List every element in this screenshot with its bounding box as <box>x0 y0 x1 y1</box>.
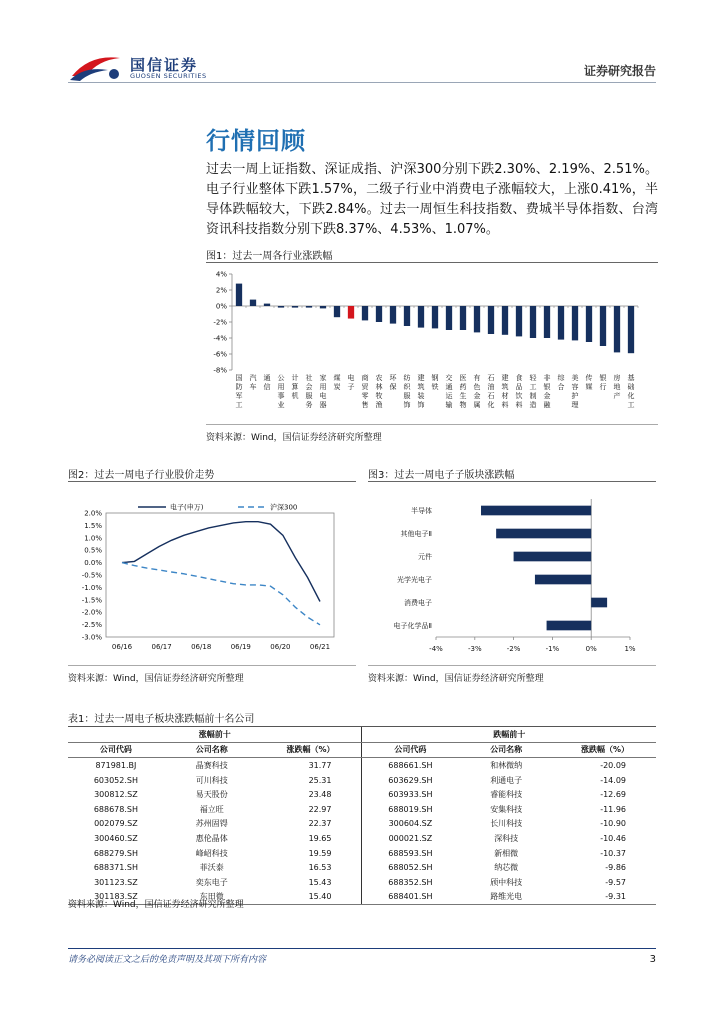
x-tick-label: 轻工制造 <box>529 374 537 409</box>
legend-label: 电子(申万) <box>170 503 204 512</box>
bar <box>432 306 438 328</box>
x-tick-label: 钢铁 <box>431 374 439 391</box>
x-tick-label: 家用电器 <box>319 374 327 409</box>
y-tick-label: -1.0% <box>81 583 102 592</box>
table-row <box>68 787 656 802</box>
bar <box>547 621 592 631</box>
table-cell: 16.53 <box>308 863 332 873</box>
bar <box>502 306 508 335</box>
y-tick-label: -0.5% <box>81 571 102 580</box>
table-cell: 688371.SH <box>93 863 138 873</box>
table-cell: 22.97 <box>308 804 332 814</box>
bar <box>628 306 634 353</box>
table-row <box>68 802 656 817</box>
x-tick-label: 计算机 <box>291 374 299 400</box>
x-tick-label: 医药生物 <box>459 374 467 409</box>
col-header: 公司代码 <box>362 742 458 758</box>
table-cell: 惠伦晶体 <box>195 833 228 843</box>
y-tick-label: 1.0% <box>84 534 102 543</box>
section-title: 行情回顾 <box>206 127 306 155</box>
table-cell: 688593.SH <box>362 846 458 861</box>
table-cell: 福立旺 <box>199 804 224 814</box>
table-cell: 301123.SZ <box>94 877 138 887</box>
bar <box>516 306 522 336</box>
table-cell: 易天股份 <box>195 790 228 800</box>
col-header: 涨跌幅（%） <box>554 742 656 758</box>
y-tick-label: -6% <box>213 350 227 359</box>
figure3-bottom-rule <box>368 665 656 666</box>
bar <box>530 306 536 338</box>
y-tick-label: 0.0% <box>84 559 102 568</box>
figure2-title: 图2：过去一周电子行业股价走势 <box>68 470 215 481</box>
x-tick-label: 06/17 <box>151 643 172 651</box>
y-tick-label: 0.5% <box>84 546 102 555</box>
x-tick-label: 农林牧渔 <box>375 374 383 409</box>
table-cell: 菲沃泰 <box>199 863 224 873</box>
top10-table <box>68 726 656 905</box>
table-row <box>68 758 656 773</box>
y-tick-label: -2% <box>213 318 227 327</box>
bar <box>474 306 480 332</box>
table-cell: 23.48 <box>308 790 332 800</box>
figure3-title: 图3：过去一周电子子版块涨跌幅 <box>368 470 515 481</box>
bar <box>544 306 550 338</box>
table-cell: 东田微 <box>164 890 260 905</box>
x-tick-label: 纺织服饰 <box>403 374 411 409</box>
table-cell: 300604.SZ <box>362 817 458 832</box>
x-tick-label: 建筑材料 <box>501 374 509 409</box>
table-row <box>68 831 656 846</box>
disclaimer-text: 请务必阅读正文之后的免责声明及其项下所有内容 <box>68 955 267 965</box>
group-losers-header: 跌幅前十 <box>362 727 656 743</box>
table-cell: 871981.BJ <box>95 760 137 770</box>
bar <box>250 300 256 306</box>
col-header: 公司代码 <box>68 742 164 758</box>
table-cell: 300812.SZ <box>94 790 138 800</box>
x-tick-label: 汽车 <box>249 374 257 391</box>
x-tick-label: 综合 <box>557 374 565 391</box>
y-tick-label: -8% <box>213 366 227 375</box>
figure3-top-rule <box>368 481 656 482</box>
y-tick-label: 光学光电子 <box>397 576 432 584</box>
figure2-bottom-rule <box>68 665 356 666</box>
table-cell: -9.86 <box>605 863 626 873</box>
table-cell: 301183.SZ <box>68 890 164 905</box>
x-tick-label: 环保 <box>389 374 397 391</box>
table-cell: 晶赛科技 <box>195 760 228 770</box>
figure1-source: 资料来源：Wind，国信证券经济研究所整理 <box>206 433 382 443</box>
table-cell: -9.57 <box>605 877 626 887</box>
bar <box>376 306 382 322</box>
y-tick-label: 半导体 <box>411 507 432 515</box>
table-row <box>68 875 656 890</box>
table-cell: -9.31 <box>554 890 656 905</box>
bar <box>418 306 424 328</box>
y-tick-label: -2.5% <box>81 621 102 630</box>
company-logo-icon <box>68 52 126 82</box>
bar <box>278 306 284 308</box>
y-tick-label: 电子化学品Ⅱ <box>393 622 432 630</box>
table-cell: 25.31 <box>308 775 332 785</box>
table-cell: 22.37 <box>308 819 332 829</box>
table-cell: 688019.SH <box>362 802 458 817</box>
x-tick-label: 06/18 <box>191 643 212 651</box>
figure2-top-rule <box>68 481 356 482</box>
table-cell: 纳芯微 <box>494 863 519 873</box>
y-tick-label: -3.0% <box>81 633 102 642</box>
x-tick-label: 06/20 <box>270 643 291 651</box>
bar <box>535 575 591 585</box>
section-paragraph: 过去一周上证指数、深证成指、沪深300分别下跌2.30%、2.19%、2.51%。电子行业整体下跌1.57%，二级子行业中消费电子涨幅较大，上涨0.41%，半导体跌幅较大，下跌2.84%。过去一周恒生科技指数、费城半导体指数、台湾资讯科技指数分别下跌8.37%、4.53%、1.07%。 <box>206 162 658 237</box>
bar <box>390 306 396 324</box>
series-line <box>122 522 320 602</box>
figure1-top-rule <box>206 262 658 263</box>
col-header: 公司名称 <box>458 742 554 758</box>
figure3-source: 资料来源：Wind，国信证券经济研究所整理 <box>368 674 544 684</box>
table-cell: -10.37 <box>600 848 626 858</box>
table-row <box>68 860 656 875</box>
header-divider <box>68 82 656 83</box>
x-tick-label: 房地产 <box>613 374 621 400</box>
figure2-source: 资料来源：Wind，国信证券经济研究所整理 <box>68 674 244 684</box>
x-tick-label: 06/21 <box>309 643 331 651</box>
y-tick-label: -4% <box>213 334 227 343</box>
col-header: 公司名称 <box>164 742 260 758</box>
series-line <box>122 563 320 625</box>
table-cell: 002079.SZ <box>94 819 138 829</box>
bar <box>558 306 564 340</box>
y-tick-label: 0% <box>215 302 227 311</box>
x-tick-label: -1% <box>545 645 560 653</box>
table-cell: 可川科技 <box>195 775 228 785</box>
bar <box>496 529 591 539</box>
table-cell: 688279.SH <box>93 848 138 858</box>
table-cell: -11.96 <box>600 804 626 814</box>
figure2-chart <box>68 485 356 661</box>
bar <box>292 306 298 308</box>
table1-title: 表1：过去一周电子板块涨跌幅前十名公司 <box>68 714 255 725</box>
bar <box>334 306 340 317</box>
bar <box>488 306 494 334</box>
bar <box>614 306 620 352</box>
plot-frame <box>106 513 334 637</box>
bar <box>404 306 410 326</box>
table-cell: 688052.SH <box>362 860 458 875</box>
table-cell: -20.09 <box>600 760 626 770</box>
table-cell: 19.65 <box>308 833 332 843</box>
group-gainers-header: 涨幅前十 <box>68 727 362 743</box>
figure1-chart <box>206 264 658 422</box>
bar <box>348 306 354 319</box>
x-tick-label: 基础化工 <box>627 374 635 409</box>
y-tick-label: -2.0% <box>81 608 102 617</box>
y-tick-label: 2% <box>215 286 227 295</box>
table-cell: 峰岹科技 <box>195 848 228 858</box>
bar <box>264 304 270 306</box>
x-tick-label: 电子 <box>347 374 355 391</box>
table-row <box>68 846 656 861</box>
table-cell: 新相微 <box>494 848 519 858</box>
y-tick-label: 其他电子Ⅱ <box>400 530 432 538</box>
table-cell: 688678.SH <box>93 804 138 814</box>
table-cell: 颀中科技 <box>490 877 523 887</box>
x-tick-label: 交通运输 <box>445 374 453 409</box>
table-cell: -10.90 <box>600 819 626 829</box>
table-cell: 19.59 <box>308 848 332 858</box>
table-cell: 路维光电 <box>458 890 554 905</box>
table-cell: 苏州固锝 <box>195 819 228 829</box>
x-tick-label: 1% <box>624 645 636 653</box>
bar <box>306 306 312 308</box>
footer-divider <box>68 948 656 949</box>
company-name-en: GUOSEN SECURITIES <box>130 72 207 80</box>
table-cell: 长川科技 <box>490 819 523 829</box>
table-cell: 睿能科技 <box>490 790 523 800</box>
y-tick-label: 4% <box>215 270 227 279</box>
x-tick-label: 公用事业 <box>277 374 285 409</box>
x-tick-label: 食品饮料 <box>515 374 523 409</box>
bar <box>446 306 452 330</box>
x-tick-label: 国防军工 <box>235 374 243 409</box>
table-cell: 603052.SH <box>93 775 138 785</box>
bar <box>586 306 592 342</box>
y-tick-label: -1.5% <box>81 596 102 605</box>
x-tick-label: 商贸零售 <box>361 374 369 409</box>
table-cell: 603629.SH <box>362 773 458 788</box>
figure1-title: 图1：过去一周各行业涨跌幅 <box>206 251 333 262</box>
table-cell: 000021.SZ <box>362 831 458 846</box>
x-tick-label: 石油石化 <box>487 374 495 409</box>
bar <box>481 506 591 516</box>
bar <box>362 306 368 320</box>
x-tick-label: 传媒 <box>585 374 593 391</box>
table-cell: 15.43 <box>308 877 332 887</box>
table-cell: 安集科技 <box>490 804 523 814</box>
x-tick-label: 煤炭 <box>333 374 341 391</box>
table-cell: 深科技 <box>494 833 519 843</box>
bar <box>320 306 326 308</box>
table-cell: -10.46 <box>600 833 626 843</box>
x-tick-label: -3% <box>467 645 482 653</box>
table-cell: 奕东电子 <box>195 877 228 887</box>
table-cell: 利通电子 <box>490 775 523 785</box>
x-tick-label: 建筑装饰 <box>417 374 425 409</box>
table-cell: 31.77 <box>308 760 332 770</box>
table-cell: 和林微纳 <box>490 760 523 770</box>
table1-source: 资料来源：Wind，国信证券经济研究所整理 <box>68 900 244 910</box>
y-tick-label: 元件 <box>418 553 432 561</box>
bar <box>600 306 606 346</box>
x-tick-label: 美容护理 <box>571 374 579 409</box>
figure3-chart <box>368 485 656 661</box>
x-tick-label: 通信 <box>263 374 271 391</box>
table-cell: -12.69 <box>600 790 626 800</box>
x-tick-label: -2% <box>506 645 521 653</box>
legend-label: 沪深300 <box>270 503 298 512</box>
x-tick-label: 非银金融 <box>543 374 551 409</box>
report-type-label: 证券研究报告 <box>583 64 656 78</box>
table-cell: 688661.SH <box>362 758 458 773</box>
y-tick-label: 1.5% <box>84 521 102 530</box>
table-cell: 603933.SH <box>362 787 458 802</box>
table-row <box>68 773 656 788</box>
x-tick-label: 06/16 <box>111 643 133 651</box>
company-name-cn: 国信证券 <box>130 56 199 74</box>
y-tick-label: 消费电子 <box>404 599 432 607</box>
x-tick-label: 社会服务 <box>305 374 313 409</box>
bar <box>236 284 242 306</box>
bar <box>572 306 578 340</box>
x-tick-label: 有色金属 <box>473 374 481 409</box>
table-cell: 15.40 <box>260 890 362 905</box>
table-cell: -14.09 <box>600 775 626 785</box>
table-cell: 300460.SZ <box>94 833 138 843</box>
page-number: 3 <box>649 954 656 965</box>
y-tick-label: 2.0% <box>84 509 102 518</box>
table-cell: 688352.SH <box>362 875 458 890</box>
bar <box>591 598 607 608</box>
table-cell: 688401.SH <box>362 890 458 905</box>
bar <box>514 552 592 562</box>
figure1-bottom-rule <box>206 424 658 425</box>
x-tick-label: 银行 <box>599 374 607 391</box>
col-header: 涨跌幅（%） <box>260 742 362 758</box>
table-row <box>68 817 656 832</box>
x-tick-label: 06/19 <box>230 643 251 651</box>
x-tick-label: 0% <box>585 645 597 653</box>
bar <box>460 306 466 330</box>
x-tick-label: -4% <box>429 645 443 653</box>
